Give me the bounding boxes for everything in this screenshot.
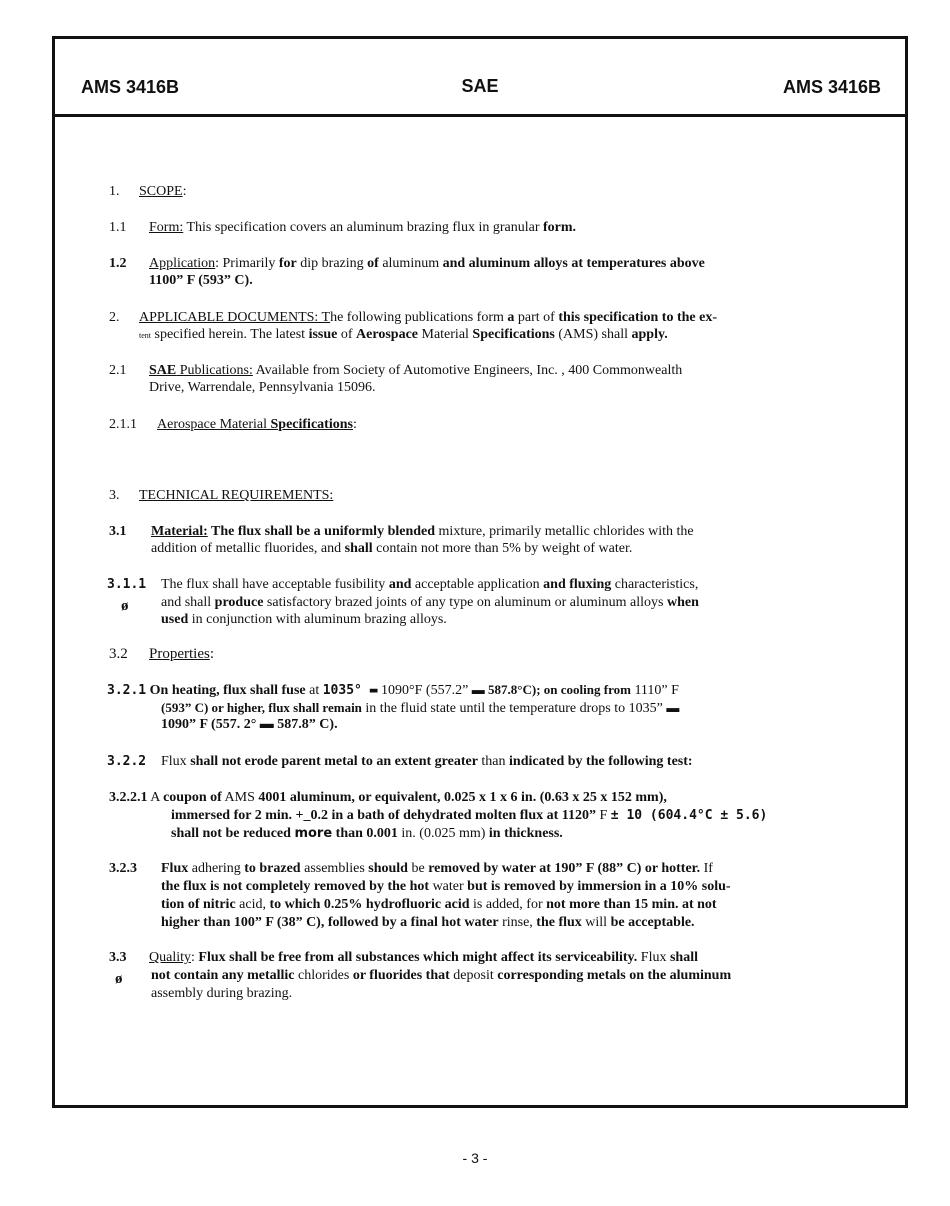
section-text: Application: Primarily for dip brazing of aluminum and aluminum alloys at temperatures above — [149, 256, 705, 271]
section-number: 2.1 — [109, 363, 127, 378]
section-text-line2: addition of metallic fluorides, and shall contain not more than 5% by weight of water. — [151, 541, 633, 556]
page-number: - 3 - — [462, 1150, 488, 1166]
section-number: 1.2 — [109, 256, 127, 271]
section-text-line2: 1100” F (593” C). — [149, 273, 253, 288]
section-text-line3: tion of nitric acid, to which 0.25% hydrofluoric acid is added, for not more than 15 min. at not — [161, 897, 717, 912]
section-text: SAE Publications: Available from Society of Automotive Engineers, Inc. , 400 Commonwealth — [149, 363, 683, 378]
section-text-line3: assembly during brazing. — [151, 986, 293, 1001]
section-number: 3.2.3 — [109, 861, 137, 876]
section-text-line2: Drive, Warrendale, Pennsylvania 15096. — [149, 380, 376, 395]
section-text-line2: and shall produce satisfactory brazed joints of any type on aluminum or aluminum alloys when — [161, 595, 699, 610]
section-text: Form: This specification covers an aluminum brazing flux in granular form. — [149, 220, 577, 235]
section-text: Material: The flux shall be a uniformly blended mixture, primarily metallic chlorides with the — [151, 524, 694, 539]
section-text: Flux adhering to brazed assemblies should be removed by water at 190” F (88” C) or hotter. If — [161, 861, 713, 876]
section-text-line3: 1090” F (557. 2° ▬ 587.8” C). — [161, 717, 338, 732]
section-text-line4: higher than 100” F (38” C), followed by a final hot water rinse, the flux will be acceptable. — [161, 915, 695, 930]
section-number: 2.1.1 — [109, 417, 137, 432]
section-number: 3.1 — [109, 524, 127, 539]
section-text: 3.2.1 On heating, flux shall fuse at 1035° ▬ 1090°F (557.2” ▬ 587.8°C); on cooling from 1110” F — [107, 682, 679, 698]
section-text-line2: immersed for 2 min. +_0.2 in a bath of dehydrated molten flux at 1120” F ± 10 (604.4°C ± 5.6) — [171, 808, 768, 823]
section-number: 3. — [109, 488, 120, 503]
section-title: TECHNICAL REQUIREMENTS: — [139, 488, 334, 503]
section-text-line2: (593” C) or higher, flux shall remain in the fluid state until the temperature drops to 1035” ▬ — [161, 700, 680, 716]
section-title: SCOPE: — [139, 184, 187, 199]
section-text: Flux shall not erode parent metal to an extent greater than indicated by the following test: — [161, 754, 693, 769]
section-number: 3.3 — [109, 950, 127, 965]
section-text-line2: the flux is not completely removed by the hot water but is removed by immersion in a 10% solu- — [161, 879, 731, 894]
section-number: 2. — [109, 310, 120, 325]
section-text-line2: tent specified herein. The latest issue of Aerospace Material Specifications (AMS) shall apply. — [139, 327, 668, 342]
section-number: 1.1 — [109, 220, 127, 235]
section-title: Properties: — [149, 646, 214, 662]
section-text: Quality: Flux shall be free from all substances which might affect its serviceability. Flux shall — [149, 950, 698, 965]
section-text-line3: shall not be reduced more than 0.001 in. (0.025 mm) in thickness. — [171, 826, 563, 841]
section-number: 3.2.2 — [107, 754, 147, 769]
section-title: Aerospace Material Specifications: — [157, 417, 357, 432]
section-text: APPLICABLE DOCUMENTS: The following publications form a part of this specification to the ex- — [139, 310, 717, 325]
section-text-line3: used in conjunction with aluminum brazing alloys. — [161, 612, 447, 627]
section-number: 3.1.1 — [107, 577, 147, 592]
header-doc-id-left: AMS 3416B — [81, 77, 180, 97]
section-text: The flux shall have acceptable fusibility and acceptable application and fluxing characteristics, — [161, 577, 699, 592]
revision-mark-icon: ø — [115, 971, 123, 987]
section-number: 1. — [109, 184, 120, 199]
page-header — [55, 39, 905, 117]
section-text: 3.2.2.1 A coupon of AMS 4001 aluminum, or equivalent, 0.025 x 1 x 6 in. (0.63 x 25 x 152 mm), — [109, 790, 667, 805]
header-org: SAE — [461, 76, 499, 96]
section-text-line2: not contain any metallic chlorides or fluorides that deposit corresponding metals on the aluminum — [151, 968, 732, 983]
document-frame — [52, 36, 908, 1108]
header-doc-id-right: AMS 3416B — [782, 77, 881, 97]
revision-mark-icon: ø — [121, 598, 129, 614]
section-number: 3.2 — [109, 646, 128, 662]
